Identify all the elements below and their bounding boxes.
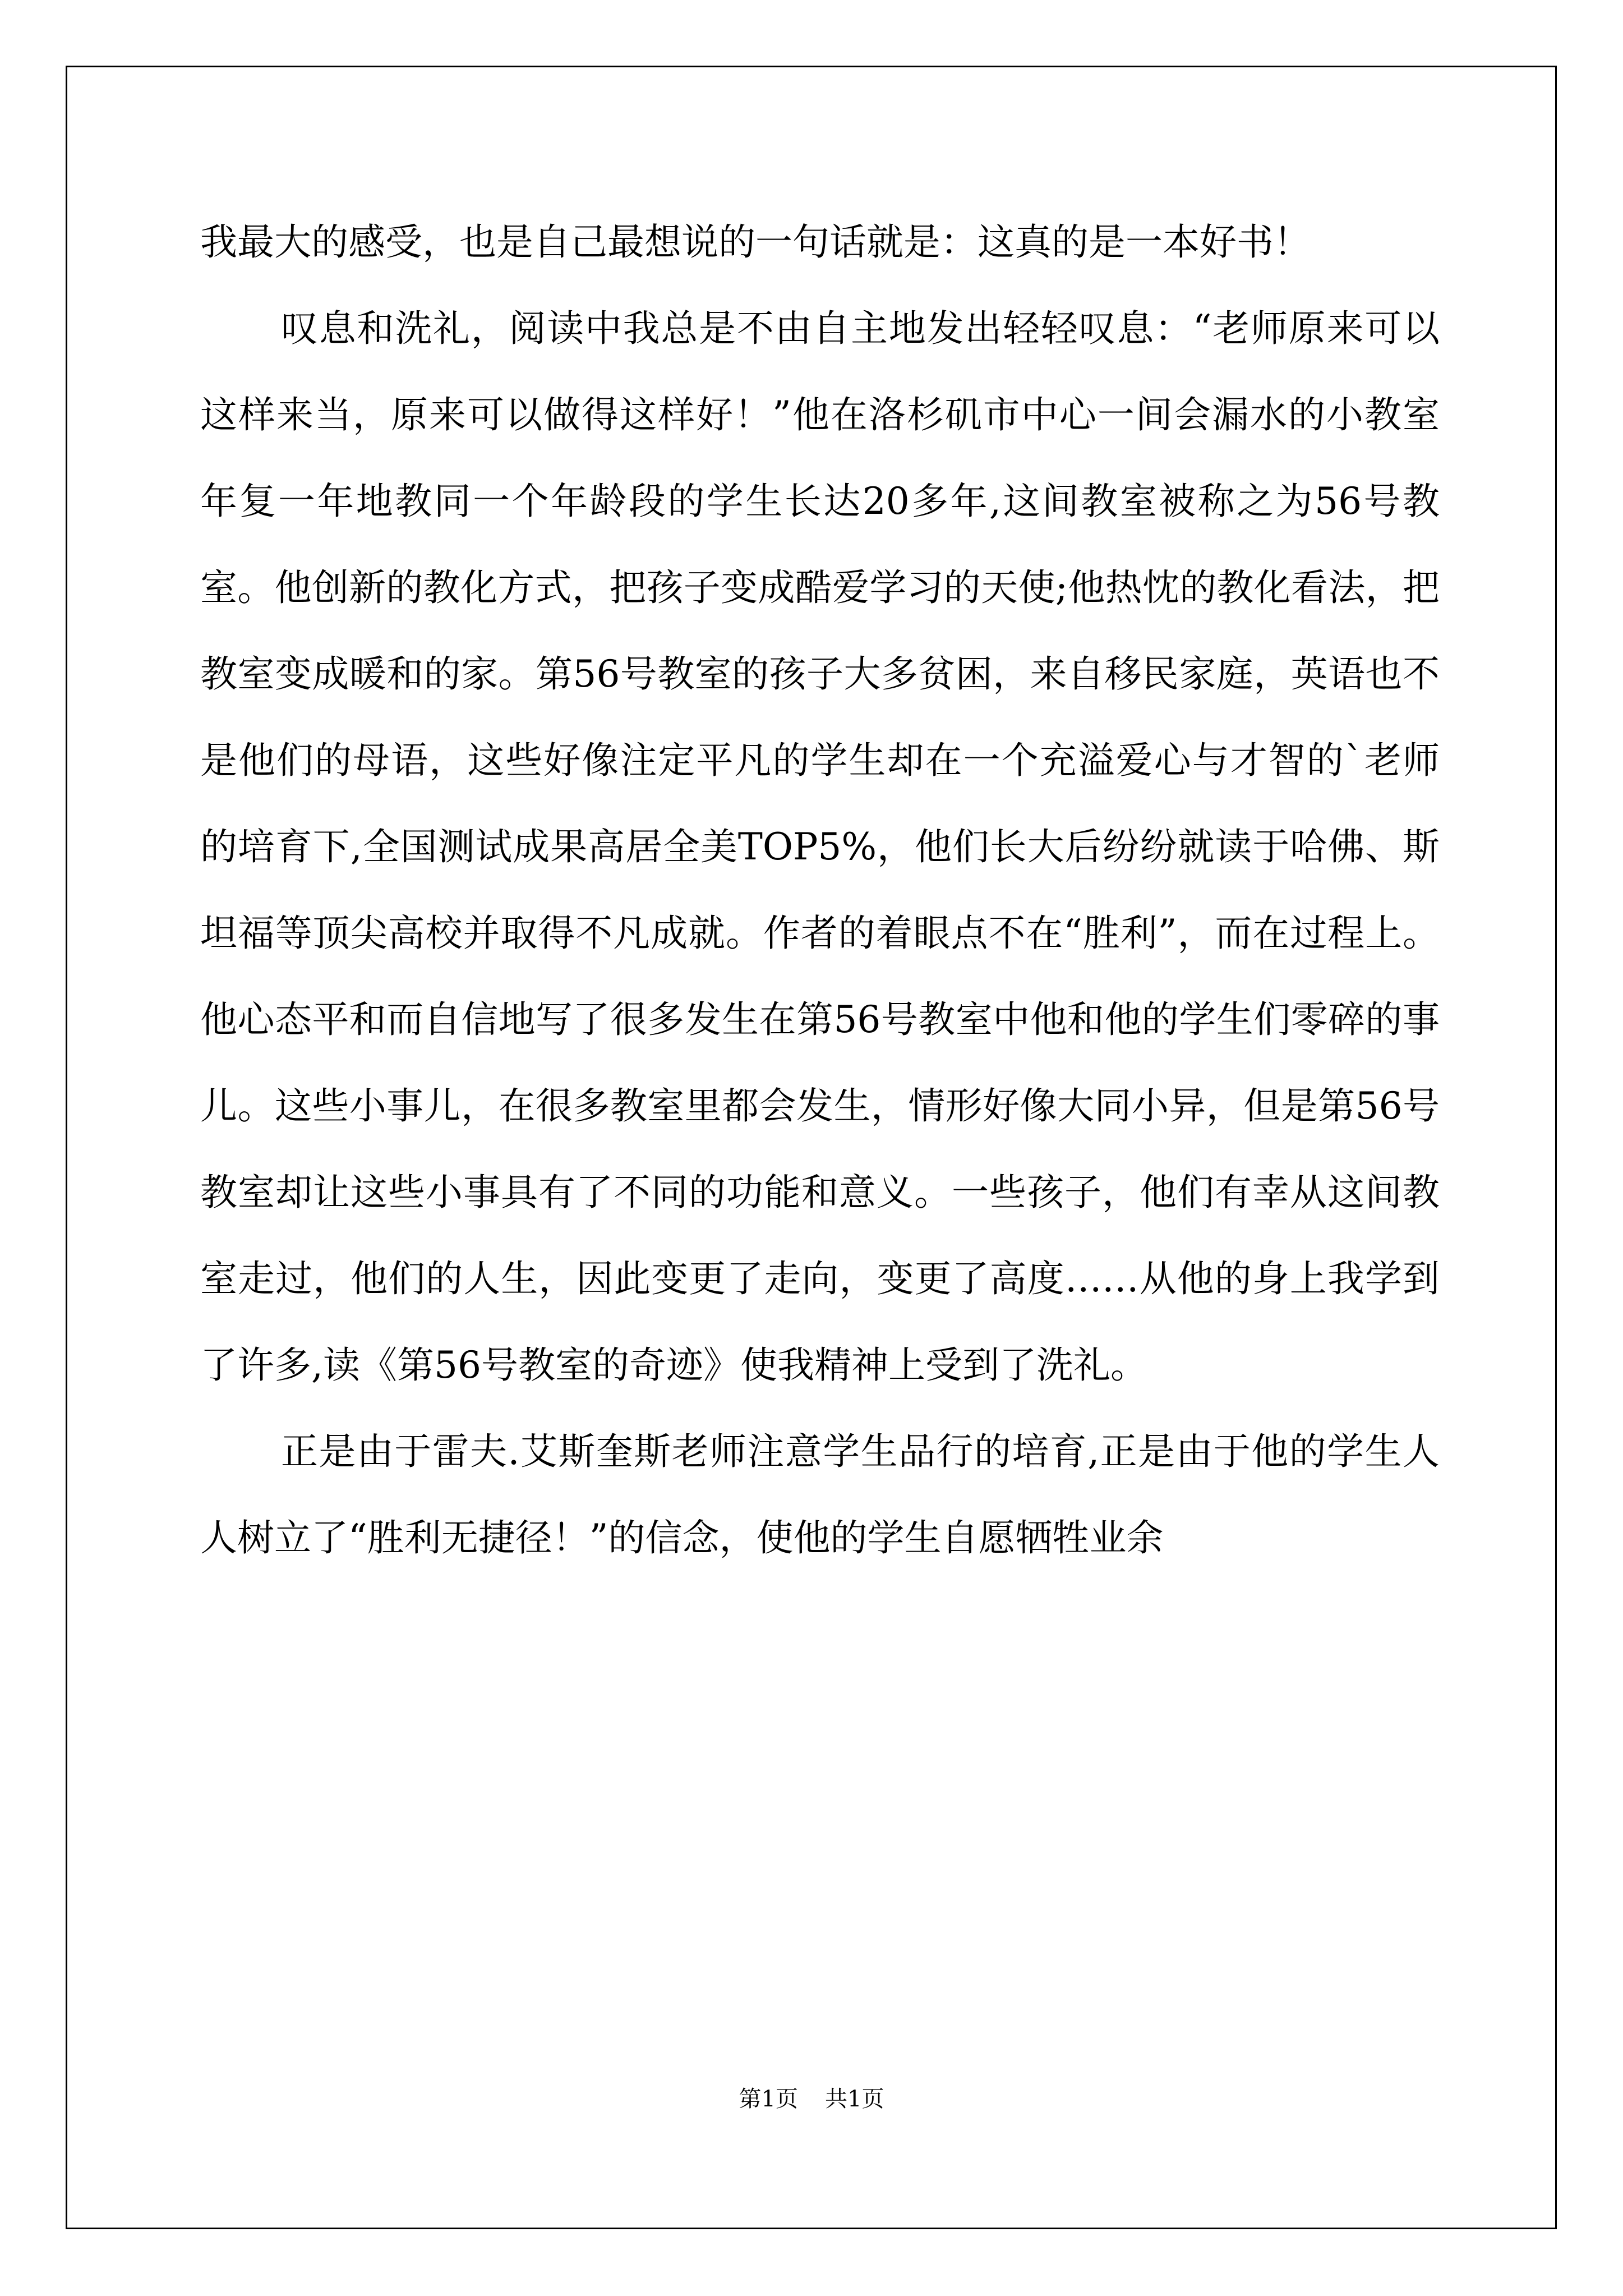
page-footer (0, 2081, 1623, 2113)
document-body (200, 199, 1440, 1581)
page-total: 共1页 (825, 2086, 884, 2112)
page-number: 第1页 (739, 2086, 798, 2112)
paragraph-1: 我最大的感受，也是自己最想说的一句话就是：这真的是一本好书！ (200, 220, 1311, 264)
paragraph-3: 正是由于雷夫.艾斯奎斯老师注意学生品行的培育,正是由于他的学生人人树立了“胜利无捷径！”的信念，使他的学生自愿牺牲业余 (200, 1430, 1440, 1559)
paragraph-2: 叹息和洗礼，阅读中我总是不由自主地发出轻轻叹息：“老师原来可以这样来当，原来可以做得这样好！”他在洛杉矶市中心一间会漏水的小教室年复一年地教同一个年龄段的学生长达20多年,这间教室被称之为56号教室。他创新的教化方式，把孩子变成酷爱学习的天使;他热忱的教化看法，把教室变成暖和的家。第56号教室的孩子大多贫困，来自移民家庭，英语也不是他们的母语，这些好像注定平凡的学生却在一个充溢爱心与才智的`老师的培育下,全国测试成果高居全美TOP5%，他们长大后纷纷就读于哈佛、斯坦福等顶尖高校并取得不凡成就。作者的着眼点不在“胜利”，而在过程上。他心态平和而自信地写了很多发生在第56号教室中他和他的学生们零碎的事儿。这些小事儿，在很多教室里都会发生，情形好像大同小异，但是第56号教室却让这些小事具有了不同的功能和意义。一些孩子，他们有幸从这间教室走过，他们的人生，因此变更了走向，变更了高度……从他的身上我学到了许多,读《第56号教室的奇迹》使我精神上受到了洗礼。 (200, 307, 1440, 1387)
